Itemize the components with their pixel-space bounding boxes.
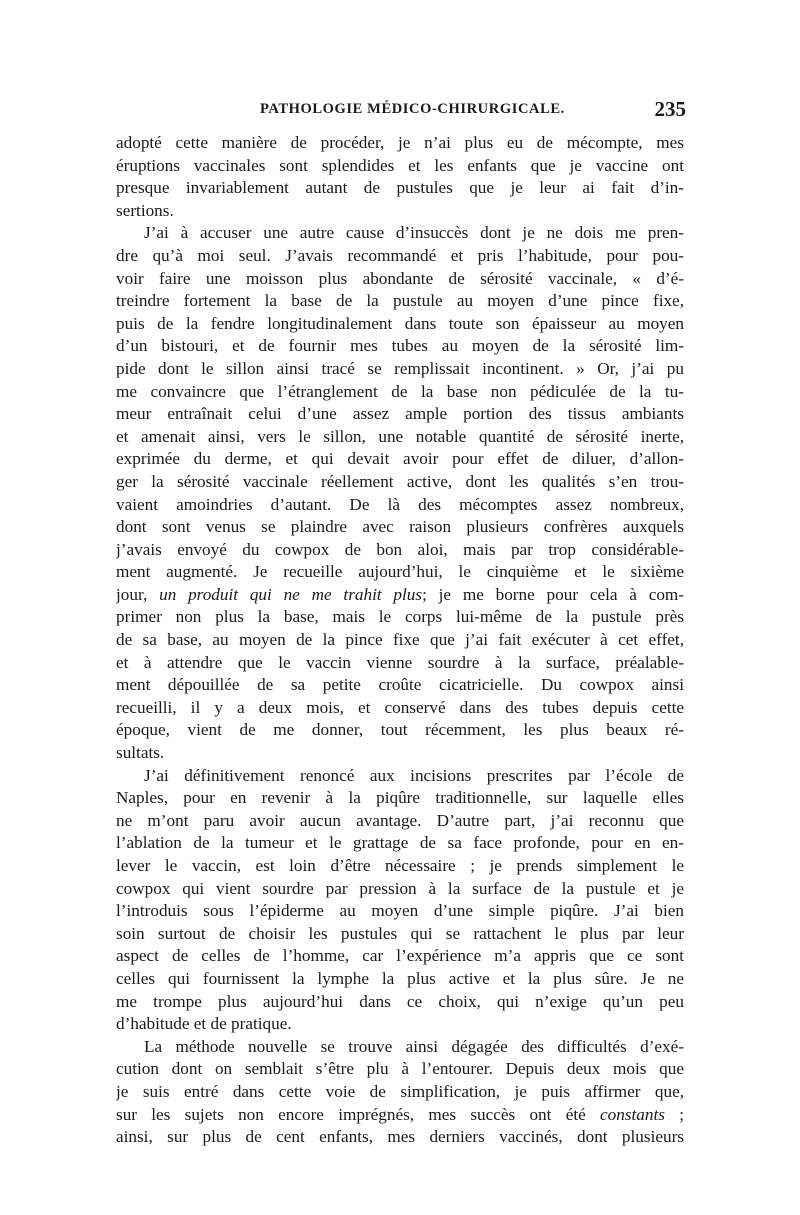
text-line: me trompe plus aujourd’hui dans ce choix, qui n’exige qu’un peu <box>116 991 684 1011</box>
text-line: voir faire une moisson plus abondante de sérosité vaccinale, « d’é- <box>116 268 684 288</box>
text-segment: ; <box>664 1104 684 1124</box>
text-segment: ; je me borne pour cela à com- <box>422 584 684 604</box>
text-line: treindre fortement la base de la pustule au moyen d’une pince fixe, <box>116 291 684 311</box>
text-line: puis de la fendre longitudinalement dans toute son épaisseur au moyen <box>116 313 684 333</box>
text-line: époque, vient de me donner, tout récemment, les plus beaux ré- <box>116 720 684 740</box>
text-line: dont sont venus se plaindre avec raison plusieurs confrères auxquels <box>116 517 684 537</box>
text-segment: sur les sujets non encore imprégnés, mes succès ont été <box>116 1104 600 1124</box>
text-line: vaient amoindries d’autant. De là des mécomptes assez nombreux, <box>116 494 684 514</box>
text-line: lever le vaccin, est loin d’être nécessaire ; je prends simplement le <box>116 856 684 875</box>
text-line: adopté cette manière de procéder, je n’ai plus eu de mécompte, mes <box>116 133 684 152</box>
text-line: ne m’ont paru avoir aucun avantage. D’autre part, j’ai reconnu que <box>116 810 684 830</box>
text-line: de sa base, au moyen de la pince fixe que j’ai fait exécuter à cet effet, <box>116 630 684 650</box>
text-line: J’ai définitivement renoncé aux incisions prescrites par l’école de <box>144 765 684 785</box>
text-line: celles qui fournissent la lymphe la plus active et la plus sûre. Je ne <box>116 968 684 988</box>
page-header <box>108 97 686 123</box>
text-line: ment dépouillée de sa petite croûte cicatricielle. Du cowpox ainsi <box>116 675 684 695</box>
text-line: presque invariablement autant de pustules que je leur ai fait d’in- <box>116 178 684 198</box>
text-line: j’avais envoyé du cowpox de bon aloi, mais par trop considérable- <box>116 539 684 559</box>
text-line: recueilli, il y a deux mois, et conservé dans des tubes depuis cette <box>116 697 684 717</box>
text-line: soin surtout de choisir les pustules qui se rattachent le plus par leur <box>116 923 684 943</box>
text-line: et amenait ainsi, vers le sillon, une notable quantité de sérosité inerte, <box>116 426 684 446</box>
text-segment: jour, <box>116 584 160 604</box>
italic-phrase: un produit qui ne me trahit plus <box>159 584 423 604</box>
text-line: d’un bistouri, et de fournir mes tubes au moyen de la sérosité lim- <box>116 336 684 356</box>
body-text <box>116 132 684 1149</box>
text-line: aspect de celles de l’homme, car l’expérience m’a appris que ce sont <box>116 946 684 966</box>
text-line <box>116 1104 684 1127</box>
text-line: me convaincre que l’étranglement de la base non pédiculée de la tu- <box>116 381 684 401</box>
text-line: cution dont on semblait s’être plu à l’entourer. Depuis deux mois que <box>116 1059 684 1079</box>
text-line <box>116 584 684 607</box>
text-line: l’introduis sous l’épiderme au moyen d’une simple piqûre. J’ai bien <box>116 901 684 921</box>
running-head: PATHOLOGIE MÉDICO-CHIRURGICALE. <box>260 101 565 117</box>
text-line: primer non plus la base, mais le corps lui-même de la pustule près <box>116 607 684 627</box>
text-line: cowpox qui vient sourdre par pression à la surface de la pustule et je <box>116 878 684 898</box>
text-line: ment augmenté. Je recueille aujourd’hui, le cinquième et le sixième <box>116 562 684 582</box>
text-line: sertions. <box>116 200 174 220</box>
text-line: Naples, pour en revenir à la piqûre traditionnelle, sur laquelle elles <box>116 788 684 808</box>
text-line: meur entraînait celui d’une assez ample portion des tissus ambiants <box>116 404 684 424</box>
text-line: je suis entré dans cette voie de simplification, je puis affirmer que, <box>116 1081 684 1101</box>
page-number: 235 <box>654 97 686 121</box>
text-line: La méthode nouvelle se trouve ainsi dégagée des difficultés d’exé- <box>144 1036 684 1056</box>
text-line: éruptions vaccinales sont splendides et les enfants que je vaccine ont <box>116 155 684 175</box>
text-line: J’ai à accuser une autre cause d’insuccès dont je ne dois me pren- <box>144 223 684 243</box>
text-line: exprimée du derme, et qui devait avoir pour effet de diluer, d’allon- <box>116 449 684 469</box>
text-line: ainsi, sur plus de cent enfants, mes derniers vaccinés, dont plusieurs <box>116 1127 684 1147</box>
text-line: et à attendre que le vaccin vienne sourdre à la surface, préalable- <box>116 652 684 672</box>
text-line: d’habitude et de pratique. <box>116 1014 292 1034</box>
text-line: dre qu’à moi seul. J’avais recommandé et pris l’habitude, pour pou- <box>116 245 684 265</box>
text-line: sultats. <box>116 743 165 763</box>
italic-word: constants <box>600 1104 665 1124</box>
text-line: pide dont le sillon ainsi tracé se remplissait incontinent. » Or, j’ai pu <box>116 358 684 378</box>
text-line: ger la sérosité vaccinale réellement active, dont les qualités s’en trou- <box>116 471 684 491</box>
text-line: l’ablation de la tumeur et le grattage de sa face profonde, pour en en- <box>116 833 684 853</box>
